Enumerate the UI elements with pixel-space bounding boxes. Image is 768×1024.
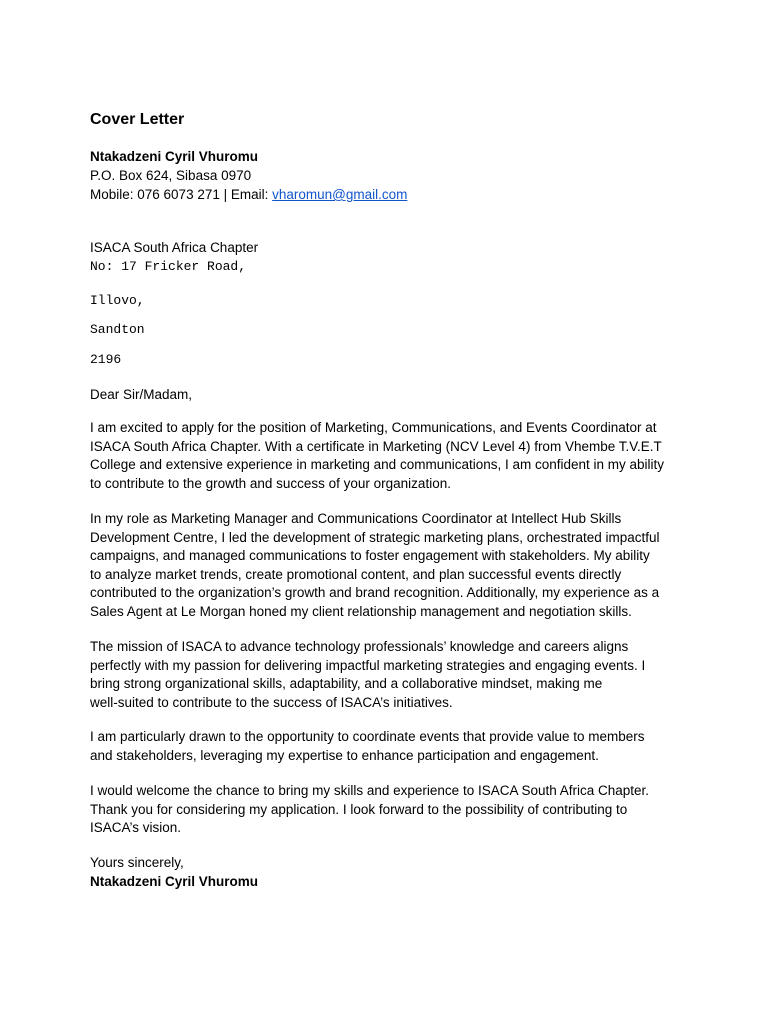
recipient-city: Sandton (90, 322, 145, 337)
paragraph-line: to contribute to the growth and success of your organization. (90, 475, 451, 491)
paragraph-line: ISACA’s vision. (90, 820, 182, 836)
paragraph-line: College and extensive experience in marketing and communications, I am confident in my ability (90, 457, 665, 473)
paragraph-line: and stakeholders, leveraging my expertise to enhance participation and engagement. (90, 747, 599, 763)
paragraph-1 (90, 419, 690, 493)
paragraph-2 (90, 510, 690, 622)
recipient-street: No: 17 Fricker Road, (90, 259, 247, 274)
paragraph-line: bring strong organizational skills, adaptability, and a collaborative mindset, making me (90, 676, 603, 692)
email-link[interactable]: vharomun@gmail.com (272, 187, 408, 202)
closing-block (90, 853, 258, 891)
recipient-suburb: Illovo, (90, 293, 145, 308)
recipient-org: ISACA South Africa Chapter (90, 240, 259, 255)
paragraph-line: Sales Agent at Le Morgan honed my client relationship management and negotiation skills. (90, 603, 632, 619)
paragraph-line: I am particularly drawn to the opportunity to coordinate events that provide value to members (90, 729, 645, 744)
paragraph-5 (90, 782, 690, 838)
paragraph-line: well-suited to contribute to the success of ISACA’s initiatives. (90, 694, 453, 710)
sender-contact (90, 185, 407, 204)
paragraph-line: Thank you for considering my application. I look forward to the possibility of contributing to (90, 801, 628, 817)
recipient-postal-code: 2196 (90, 352, 122, 367)
paragraph-line: campaigns, and managed communications to foster engagement with stakeholders. My ability (90, 548, 650, 564)
closing-text: Yours sincerely, (90, 855, 184, 870)
paragraph-line: In my role as Marketing Manager and Communications Coordinator at Intellect Hub Skills (90, 511, 622, 526)
paragraph-line: Development Centre, I led the development of strategic marketing plans, orchestrated impactful (90, 529, 660, 545)
signature-name: Ntakadzeni Cyril Vhuromu (90, 874, 259, 889)
paragraph-line: ISACA South Africa Chapter. With a certificate in Marketing (NCV Level 4) from Vhembe T.V.E.T (90, 438, 662, 454)
paragraph-line: contributed to the organization’s growth and brand recognition. Additionally, my experience as a (90, 585, 660, 601)
sender-address: P.O. Box 624, Sibasa 0970 (90, 168, 252, 183)
paragraph-4 (90, 728, 690, 765)
sender-contact-text: Mobile: 076 6073 271 | Email: (90, 187, 273, 202)
sender-block (90, 147, 407, 204)
sender-name: Ntakadzeni Cyril Vhuromu (90, 149, 259, 164)
paragraph-line: I would welcome the chance to bring my skills and experience to ISACA South Africa Chapter. (90, 783, 650, 798)
paragraph-line: to analyze market trends, create promotional content, and plan successful events directly (90, 566, 622, 582)
paragraph-3 (90, 638, 690, 712)
paragraph-line: The mission of ISACA to advance technology professionals’ knowledge and careers aligns (90, 639, 629, 654)
document-title: Cover Letter (90, 111, 185, 128)
paragraph-line: I am excited to apply for the position of Marketing, Communications, and Events Coordinator at (90, 420, 657, 435)
salutation: Dear Sir/Madam, (90, 387, 193, 402)
paragraph-line: perfectly with my passion for delivering impactful marketing strategies and engaging events. I (90, 657, 646, 673)
